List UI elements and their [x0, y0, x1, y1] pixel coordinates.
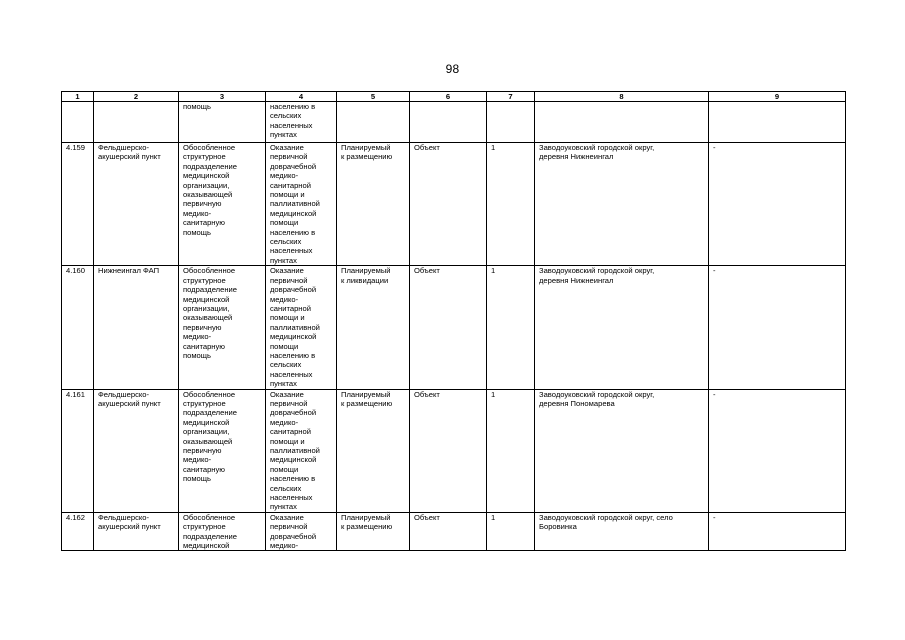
cell-note: -	[709, 143, 846, 266]
column-header: 7	[487, 92, 535, 102]
cell-number: 4.161	[62, 389, 94, 512]
cell-unit: Объект	[410, 266, 487, 389]
cell-purpose: Оказание первичной доврачебной медико-	[266, 512, 337, 551]
cell-unit: Объект	[410, 389, 487, 512]
cell-number: 4.160	[62, 266, 94, 389]
page-number: 98	[445, 62, 460, 76]
table-row	[62, 389, 846, 512]
cell-unit	[410, 102, 487, 143]
cell-type: Обособленное структурное подразделение медицинской организации, оказывающей первичную медико- санитарную помощь	[179, 143, 266, 266]
cell-location: Заводоуковский городской округ, деревня Нижнеингал	[535, 143, 709, 266]
cell-note	[709, 102, 846, 143]
cell-unit: Объект	[410, 143, 487, 266]
cell-unit: Объект	[410, 512, 487, 551]
cell-type: Обособленное структурное подразделение медицинской организации, оказывающей первичную медико- санитарную помощь	[179, 266, 266, 389]
cell-number: 4.159	[62, 143, 94, 266]
cell-name	[94, 102, 179, 143]
cell-name: Фельдшерско- акушерский пункт	[94, 143, 179, 266]
cell-note: -	[709, 512, 846, 551]
column-header: 1	[62, 92, 94, 102]
column-header: 4	[266, 92, 337, 102]
cell-quantity: 1	[487, 266, 535, 389]
cell-number	[62, 102, 94, 143]
column-header: 6	[410, 92, 487, 102]
cell-quantity	[487, 102, 535, 143]
cell-status	[337, 102, 410, 143]
column-header: 3	[179, 92, 266, 102]
cell-number: 4.162	[62, 512, 94, 551]
cell-quantity: 1	[487, 143, 535, 266]
cell-location: Заводоуковский городской округ, деревня Пономарева	[535, 389, 709, 512]
cell-quantity: 1	[487, 512, 535, 551]
cell-name: Нижнеингал ФАП	[94, 266, 179, 389]
cell-purpose: Оказание первичной доврачебной медико- санитарной помощи и паллиативной медицинской помощи населению в сельских населенных пунктах	[266, 266, 337, 389]
cell-status: Планируемый к размещению	[337, 512, 410, 551]
cell-type: Обособленное структурное подразделение медицинской	[179, 512, 266, 551]
cell-location	[535, 102, 709, 143]
column-header: 5	[337, 92, 410, 102]
cell-type: Обособленное структурное подразделение медицинской организации, оказывающей первичную медико- санитарную помощь	[179, 389, 266, 512]
cell-purpose: Оказание первичной доврачебной медико- санитарной помощи и паллиативной медицинской помощи населению в сельских населенных пунктах	[266, 389, 337, 512]
cell-purpose: Оказание первичной доврачебной медико- санитарной помощи и паллиативной медицинской помощи населению в сельских населенных пунктах	[266, 143, 337, 266]
cell-purpose: населению в сельских населенных пунктах	[266, 102, 337, 143]
cell-status: Планируемый к размещению	[337, 389, 410, 512]
cell-type: помощь	[179, 102, 266, 143]
cell-note: -	[709, 266, 846, 389]
cell-name: Фельдшерско- акушерский пункт	[94, 512, 179, 551]
cell-note: -	[709, 389, 846, 512]
table-row	[62, 143, 846, 266]
cell-quantity: 1	[487, 389, 535, 512]
cell-name: Фельдшерско- акушерский пункт	[94, 389, 179, 512]
column-header: 8	[535, 92, 709, 102]
cell-status: Планируемый к ликвидации	[337, 266, 410, 389]
cell-location: Заводоуковский городской округ, деревня Нижнеингал	[535, 266, 709, 389]
table-row	[62, 512, 846, 551]
column-header: 9	[709, 92, 846, 102]
cell-status: Планируемый к размещению	[337, 143, 410, 266]
header-row	[62, 92, 846, 102]
objects-table	[61, 91, 846, 551]
cell-location: Заводоуковский городской округ, село Боровинка	[535, 512, 709, 551]
column-header: 2	[94, 92, 179, 102]
table-row-continuation	[62, 102, 846, 143]
table-row	[62, 266, 846, 389]
